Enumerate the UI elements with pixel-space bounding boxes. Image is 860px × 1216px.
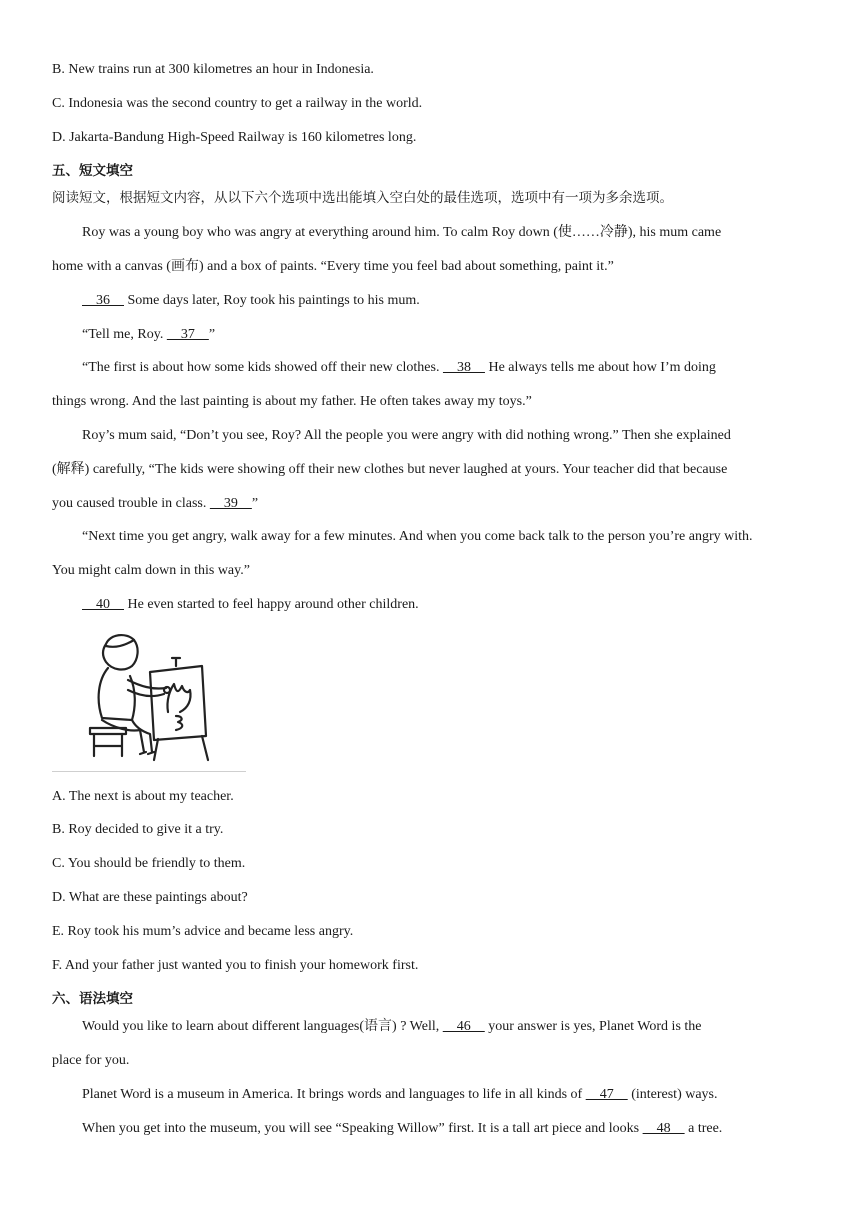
passage-paragraph-4 (82, 358, 820, 378)
option-a: A. The next is about my teacher. (52, 789, 234, 804)
passage-paragraph-6: “Next time you get angry, walk away for a few minutes. And when you come back talk to the person you’re angry with. (82, 529, 753, 544)
passage-text: (interest) ways. (627, 1087, 718, 1102)
passage-text: you caused trouble in class. (52, 496, 210, 511)
grammar-paragraph-1 (82, 1017, 820, 1037)
grammar-paragraph-1-cont: place for you. (52, 1053, 130, 1068)
blank-46: 46 (442, 1019, 485, 1034)
passage-paragraph-3 (82, 325, 820, 345)
blank-37: 37 (166, 327, 209, 342)
q35-option-d: D. Jakarta-Bandung High-Speed Railway is 160 kilometres long. (52, 130, 417, 145)
passage-paragraph-1-cont: home with a canvas (画布) and a box of paints. “Every time you feel bad about something, paint it.” (52, 259, 614, 274)
illustration-divider (52, 771, 246, 772)
passage-paragraph-5-end (52, 494, 820, 514)
passage-text: ” (208, 327, 216, 342)
passage-text: ” (251, 496, 259, 511)
passage-paragraph-4-cont: things wrong. And the last painting is about my father. He often takes away my toys.” (52, 394, 532, 409)
passage-text: Planet Word is a museum in America. It brings words and languages to life in all kinds of (82, 1087, 586, 1102)
q35-option-c: C. Indonesia was the second country to get a railway in the world. (52, 96, 423, 111)
passage-text: your answer is yes, Planet Word is the (484, 1019, 702, 1034)
section6-title: 六、语法填空 (52, 991, 133, 1007)
q35-option-b: B. New trains run at 300 kilometres an hour in Indonesia. (52, 62, 374, 77)
blank-48: 48 (642, 1121, 685, 1136)
passage-text: “Tell me, Roy. (82, 327, 167, 342)
passage-paragraph-1: Roy was a young boy who was angry at everything around him. To calm Roy down (使……冷静), his mum came (82, 225, 722, 240)
section5-instruction: 阅读短文，根据短文内容，从以下六个选项中选出能填入空白处的最佳选项，选项中有一项为多余选项。 (52, 190, 673, 206)
blank-40: 40 (82, 597, 124, 612)
blank-39: 39 (209, 496, 252, 511)
passage-text: “The first is about how some kids showed off their new clothes. (82, 360, 443, 375)
option-b: B. Roy decided to give it a try. (52, 822, 224, 837)
option-f: F. And your father just wanted you to finish your homework first. (52, 958, 419, 973)
passage-text: He always tells me about how I’m doing (484, 360, 716, 375)
passage-paragraph-2 (82, 291, 820, 311)
passage-paragraph-6-cont: You might calm down in this way.” (52, 563, 250, 578)
blank-38: 38 (442, 360, 485, 375)
blank-36: 36 (82, 293, 124, 308)
passage-text: Would you like to learn about different languages(语言) ? Well, (82, 1019, 443, 1034)
passage-paragraph-7 (82, 595, 820, 615)
passage-paragraph-5: Roy’s mum said, “Don’t you see, Roy? All the people you were angry with did nothing wrong.” Then she explained (82, 428, 731, 443)
passage-text: He even started to feel happy around other children. (124, 597, 419, 612)
option-c: C. You should be friendly to them. (52, 856, 246, 871)
option-e: E. Roy took his mum’s advice and became less angry. (52, 924, 354, 939)
grammar-paragraph-2 (82, 1085, 820, 1105)
option-d: D. What are these paintings about? (52, 890, 248, 905)
passage-paragraph-5-cont: (解释) carefully, “The kids were showing off their new clothes but never laughed at yours. Your teacher did that because (52, 462, 728, 477)
boy-painting-illustration (84, 628, 234, 764)
passage-text: When you get into the museum, you will see “Speaking Willow” first. It is a tall art piece and looks (82, 1121, 643, 1136)
passage-text: Some days later, Roy took his paintings to his mum. (124, 293, 420, 308)
blank-47: 47 (585, 1087, 628, 1102)
grammar-paragraph-3 (82, 1119, 820, 1139)
section5-title: 五、短文填空 (52, 163, 133, 179)
passage-text: a tree. (684, 1121, 723, 1136)
